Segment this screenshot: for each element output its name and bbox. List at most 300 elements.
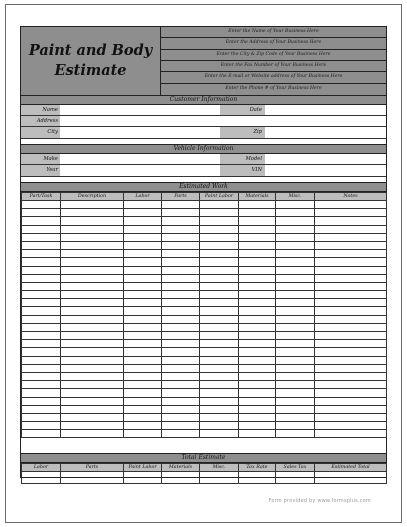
estimate-cell[interactable] [239, 225, 276, 233]
estimate-cell[interactable] [162, 307, 200, 315]
estimate-cell[interactable] [162, 225, 200, 233]
estimate-row [22, 291, 387, 299]
estimate-cell[interactable] [200, 282, 239, 290]
estimate-cell[interactable] [239, 217, 276, 225]
estimate-cell[interactable] [22, 274, 61, 282]
estimate-cell[interactable] [315, 397, 387, 405]
estimate-cell[interactable] [22, 405, 61, 413]
estimate-cell[interactable] [22, 299, 61, 307]
city-label: City [47, 129, 58, 135]
estimate-cell[interactable] [124, 209, 162, 217]
vehicle-info-heading: Vehicle Information [21, 144, 386, 154]
estimate-row [22, 372, 387, 380]
estimate-cell[interactable] [239, 201, 276, 209]
estimate-cell[interactable] [239, 258, 276, 266]
total-paint-labor-cell[interactable] [124, 472, 162, 484]
estimate-cell[interactable] [276, 340, 315, 348]
estimate-row [22, 299, 387, 307]
date-field[interactable] [265, 105, 386, 115]
estimate-cell[interactable] [162, 241, 200, 249]
total-tax-rate-cell[interactable] [239, 472, 276, 484]
estimate-cell[interactable] [124, 299, 162, 307]
estimate-cell[interactable] [239, 364, 276, 372]
estimate-cell[interactable] [124, 282, 162, 290]
estimate-cell[interactable] [276, 274, 315, 282]
estimate-cell[interactable] [200, 291, 239, 299]
estimate-cell[interactable] [22, 225, 61, 233]
estimate-cell[interactable] [124, 397, 162, 405]
estimate-cell[interactable] [61, 381, 124, 389]
address-field[interactable] [60, 116, 386, 126]
estimate-row [22, 356, 387, 364]
vehicle-year-row [21, 165, 386, 177]
estimate-cell[interactable] [162, 397, 200, 405]
estimate-cell[interactable] [22, 282, 61, 290]
estimate-cell[interactable] [239, 372, 276, 380]
estimate-cell[interactable] [200, 389, 239, 397]
estimate-cell[interactable] [276, 201, 315, 209]
total-parts-cell[interactable] [61, 472, 124, 484]
total-sales-tax-cell[interactable] [276, 472, 315, 484]
estimate-cell[interactable] [124, 356, 162, 364]
total-misc-cell[interactable] [200, 472, 239, 484]
estimate-cell[interactable] [162, 282, 200, 290]
estimate-cell[interactable] [124, 332, 162, 340]
estimate-cell[interactable] [162, 381, 200, 389]
estimate-cell[interactable] [276, 332, 315, 340]
year-field[interactable] [60, 165, 220, 176]
estimate-cell[interactable] [22, 201, 61, 209]
estimate-cell[interactable] [61, 282, 124, 290]
estimate-cell[interactable] [124, 217, 162, 225]
estimate-cell[interactable] [200, 364, 239, 372]
estimate-cell[interactable] [162, 299, 200, 307]
total-materials-cell[interactable] [162, 472, 200, 484]
estimate-cell[interactable] [276, 307, 315, 315]
estimate-cell[interactable] [276, 389, 315, 397]
estimate-cell[interactable] [200, 405, 239, 413]
estimate-cell[interactable] [315, 422, 387, 430]
estimate-cell[interactable] [124, 430, 162, 438]
estimate-cell[interactable] [61, 307, 124, 315]
estimate-cell[interactable] [124, 340, 162, 348]
estimate-row [22, 217, 387, 225]
estimate-cell[interactable] [61, 217, 124, 225]
estimate-cell[interactable] [22, 307, 61, 315]
estimate-cell[interactable] [22, 241, 61, 249]
estimate-cell[interactable] [61, 225, 124, 233]
estimate-cell[interactable] [61, 372, 124, 380]
col-materials: Materials [239, 193, 276, 201]
estimate-cell[interactable] [61, 364, 124, 372]
estimate-cell[interactable] [315, 332, 387, 340]
estimate-cell[interactable] [276, 209, 315, 217]
estimate-cell[interactable] [22, 348, 61, 356]
estimate-cell[interactable] [200, 209, 239, 217]
estimate-cell[interactable] [315, 250, 387, 258]
estimate-cell[interactable] [239, 299, 276, 307]
estimate-cell[interactable] [315, 282, 387, 290]
estimate-cell[interactable] [315, 364, 387, 372]
estimate-cell[interactable] [124, 266, 162, 274]
estimate-cell[interactable] [61, 299, 124, 307]
estimate-cell[interactable] [239, 389, 276, 397]
estimate-cell[interactable] [22, 364, 61, 372]
estimate-cell[interactable] [61, 201, 124, 209]
estimate-cell[interactable] [200, 225, 239, 233]
estimate-cell[interactable] [61, 291, 124, 299]
estimate-cell[interactable] [239, 291, 276, 299]
col-labor: Labor [124, 193, 162, 201]
estimate-row [22, 413, 387, 421]
date-label: Date [249, 107, 262, 113]
estimate-cell[interactable] [200, 332, 239, 340]
estimate-cell[interactable] [162, 356, 200, 364]
estimate-cell[interactable] [162, 389, 200, 397]
estimate-cell[interactable] [124, 315, 162, 323]
estimate-cell[interactable] [124, 348, 162, 356]
estimate-row [22, 430, 387, 438]
estimate-cell[interactable] [200, 430, 239, 438]
year-label: Year [46, 167, 58, 173]
estimate-cell[interactable] [61, 356, 124, 364]
estimate-cell[interactable] [315, 217, 387, 225]
estimate-cell[interactable] [22, 291, 61, 299]
estimate-cell[interactable] [124, 258, 162, 266]
estimate-form [20, 26, 387, 478]
name-label: Name [42, 107, 58, 113]
estimate-cell[interactable] [315, 266, 387, 274]
estimate-cell[interactable] [162, 364, 200, 372]
estimate-cell[interactable] [200, 241, 239, 249]
estimate-cell[interactable] [200, 201, 239, 209]
estimate-cell[interactable] [124, 291, 162, 299]
estimate-cell[interactable] [315, 299, 387, 307]
estimate-cell[interactable] [239, 381, 276, 389]
estimate-cell[interactable] [239, 241, 276, 249]
estimate-cell[interactable] [315, 274, 387, 282]
total-labor-cell[interactable] [22, 472, 61, 484]
estimate-cell[interactable] [315, 405, 387, 413]
estimate-cell[interactable] [22, 233, 61, 241]
estimate-cell[interactable] [124, 307, 162, 315]
estimate-cell[interactable] [22, 209, 61, 217]
estimate-cell[interactable] [276, 323, 315, 331]
estimate-cell[interactable] [22, 372, 61, 380]
estimate-cell[interactable] [200, 372, 239, 380]
estimate-cell[interactable] [61, 241, 124, 249]
col-misc: Misc. [276, 193, 315, 201]
estimate-cell[interactable] [276, 364, 315, 372]
business-phone-field[interactable]: Enter the Phone # of Your Business Here [225, 85, 322, 91]
footer-credit[interactable]: Form provided by www.formsplus.com [268, 498, 371, 504]
estimate-cell[interactable] [124, 250, 162, 258]
make-field[interactable] [60, 154, 220, 164]
estimate-cell[interactable] [200, 356, 239, 364]
estimate-cell[interactable] [239, 307, 276, 315]
estimate-cell[interactable] [276, 299, 315, 307]
estimate-cell[interactable] [200, 233, 239, 241]
business-address-field[interactable]: Enter the Address of Your Business Here [161, 38, 386, 49]
estimate-cell[interactable] [124, 201, 162, 209]
estimate-cell[interactable] [200, 422, 239, 430]
estimate-cell[interactable] [276, 258, 315, 266]
estimate-cell[interactable] [22, 413, 61, 421]
estimate-cell[interactable] [315, 323, 387, 331]
total-estimate-heading: Total Estimate [21, 453, 386, 463]
estimate-cell[interactable] [162, 209, 200, 217]
estimate-cell[interactable] [162, 372, 200, 380]
business-email-field[interactable]: Enter the E-mail or Website address of Your Business Here [161, 72, 386, 83]
estimate-cell[interactable] [61, 389, 124, 397]
estimate-cell[interactable] [200, 397, 239, 405]
estimate-cell[interactable] [239, 397, 276, 405]
estimate-cell[interactable] [61, 332, 124, 340]
estimate-cell[interactable] [315, 381, 387, 389]
estimate-cell[interactable] [315, 258, 387, 266]
estimate-cell[interactable] [162, 250, 200, 258]
estimate-cell[interactable] [22, 217, 61, 225]
estimate-cell[interactable] [276, 315, 315, 323]
estimate-cell[interactable] [124, 389, 162, 397]
total-estimate-table [21, 463, 387, 484]
estimate-cell[interactable] [200, 381, 239, 389]
estimate-cell[interactable] [239, 332, 276, 340]
estimate-cell[interactable] [276, 291, 315, 299]
business-city-zip-field[interactable]: Enter the City & Zip Code of Your Business Here [161, 50, 386, 61]
estimate-cell[interactable] [22, 381, 61, 389]
estimate-cell[interactable] [200, 348, 239, 356]
estimate-cell[interactable] [276, 413, 315, 421]
estimate-cell[interactable] [162, 201, 200, 209]
estimate-cell[interactable] [200, 340, 239, 348]
estimate-cell[interactable] [239, 348, 276, 356]
form-header [21, 27, 386, 95]
estimate-cell[interactable] [22, 323, 61, 331]
estimate-cell[interactable] [239, 315, 276, 323]
estimate-cell[interactable] [239, 233, 276, 241]
estimate-cell[interactable] [315, 372, 387, 380]
estimate-cell[interactable] [200, 217, 239, 225]
estimate-cell[interactable] [315, 315, 387, 323]
estimate-cell[interactable] [162, 217, 200, 225]
estimate-cell[interactable] [124, 323, 162, 331]
estimate-cell[interactable] [239, 250, 276, 258]
estimate-cell[interactable] [124, 372, 162, 380]
business-info-lines [161, 27, 386, 95]
estimate-cell[interactable] [200, 323, 239, 331]
estimate-cell[interactable] [162, 430, 200, 438]
estimate-cell[interactable] [276, 225, 315, 233]
estimate-cell[interactable] [239, 430, 276, 438]
model-field[interactable] [265, 154, 386, 164]
estimate-cell[interactable] [22, 258, 61, 266]
estimate-cell[interactable] [276, 372, 315, 380]
estimate-cell[interactable] [276, 430, 315, 438]
estimate-cell[interactable] [239, 274, 276, 282]
estimate-cell[interactable] [315, 209, 387, 217]
estimate-cell[interactable] [61, 250, 124, 258]
estimate-cell[interactable] [61, 233, 124, 241]
vin-field[interactable] [265, 165, 386, 176]
estimate-cell[interactable] [315, 389, 387, 397]
estimate-cell[interactable] [276, 217, 315, 225]
estimate-cell[interactable] [276, 397, 315, 405]
estimate-cell[interactable] [61, 266, 124, 274]
estimate-cell[interactable] [61, 315, 124, 323]
estimate-cell[interactable] [276, 250, 315, 258]
estimate-cell[interactable] [315, 201, 387, 209]
estimate-cell[interactable] [162, 274, 200, 282]
estimated-work-table [21, 192, 387, 438]
estimate-cell[interactable] [162, 315, 200, 323]
estimate-cell[interactable] [162, 323, 200, 331]
estimate-row [22, 389, 387, 397]
estimate-cell[interactable] [61, 422, 124, 430]
estimate-cell[interactable] [239, 405, 276, 413]
estimate-cell[interactable] [315, 430, 387, 438]
estimate-row [22, 422, 387, 430]
estimate-cell[interactable] [162, 332, 200, 340]
estimate-cell[interactable] [200, 307, 239, 315]
estimate-cell[interactable] [124, 233, 162, 241]
estimate-cell[interactable] [162, 348, 200, 356]
estimate-cell[interactable] [124, 364, 162, 372]
estimate-row [22, 323, 387, 331]
estimate-cell[interactable] [200, 413, 239, 421]
estimate-cell[interactable] [200, 250, 239, 258]
estimate-row [22, 225, 387, 233]
business-name-field[interactable]: Enter the Name of Your Business Here [161, 27, 386, 38]
estimate-cell[interactable] [124, 241, 162, 249]
estimate-cell[interactable] [124, 413, 162, 421]
estimate-row [22, 397, 387, 405]
customer-info-heading: Customer Information [21, 95, 386, 105]
zip-field[interactable] [265, 127, 386, 138]
estimate-cell[interactable] [22, 422, 61, 430]
estimate-cell[interactable] [276, 422, 315, 430]
estimate-cell[interactable] [162, 422, 200, 430]
estimate-row [22, 241, 387, 249]
estimate-cell[interactable] [315, 348, 387, 356]
estimate-cell[interactable] [22, 389, 61, 397]
estimate-cell[interactable] [276, 241, 315, 249]
estimate-cell[interactable] [239, 422, 276, 430]
title-line-1: Paint and Body [28, 42, 153, 59]
estimate-cell[interactable] [162, 413, 200, 421]
estimate-cell[interactable] [61, 323, 124, 331]
total-col-parts: Parts [61, 464, 124, 472]
vin-label: VIN [251, 167, 262, 173]
estimate-cell[interactable] [61, 413, 124, 421]
estimate-row [22, 332, 387, 340]
estimate-cell[interactable] [124, 422, 162, 430]
zip-label: Zip [253, 129, 262, 135]
estimate-cell[interactable] [239, 282, 276, 290]
estimate-cell[interactable] [162, 233, 200, 241]
customer-name-row [21, 105, 386, 116]
estimate-cell[interactable] [22, 397, 61, 405]
estimate-cell[interactable] [315, 413, 387, 421]
estimate-cell[interactable] [162, 291, 200, 299]
model-label: Model [245, 156, 262, 162]
estimate-cell[interactable] [61, 258, 124, 266]
estimate-cell[interactable] [61, 405, 124, 413]
estimate-cell[interactable] [276, 405, 315, 413]
estimate-cell[interactable] [22, 266, 61, 274]
estimate-cell[interactable] [239, 340, 276, 348]
estimate-cell[interactable] [22, 430, 61, 438]
estimate-cell[interactable] [61, 430, 124, 438]
estimate-cell[interactable] [22, 356, 61, 364]
estimate-cell[interactable] [315, 356, 387, 364]
estimate-cell[interactable] [276, 282, 315, 290]
total-estimated-total-cell[interactable] [315, 472, 387, 484]
estimate-cell[interactable] [124, 274, 162, 282]
estimate-cell[interactable] [239, 209, 276, 217]
estimate-cell[interactable] [200, 258, 239, 266]
estimate-cell[interactable] [22, 332, 61, 340]
city-field[interactable] [60, 127, 220, 138]
estimate-cell[interactable] [315, 307, 387, 315]
estimate-cell[interactable] [276, 348, 315, 356]
estimate-cell[interactable] [239, 266, 276, 274]
estimate-cell[interactable] [200, 299, 239, 307]
estimate-cell[interactable] [239, 323, 276, 331]
estimate-cell[interactable] [61, 348, 124, 356]
name-field[interactable] [60, 105, 220, 115]
estimate-cell[interactable] [276, 266, 315, 274]
estimate-cell[interactable] [61, 340, 124, 348]
estimate-cell[interactable] [315, 340, 387, 348]
estimate-cell[interactable] [124, 405, 162, 413]
estimate-cell[interactable] [315, 241, 387, 249]
estimate-cell[interactable] [124, 381, 162, 389]
estimate-cell[interactable] [200, 266, 239, 274]
estimate-cell[interactable] [162, 405, 200, 413]
estimate-cell[interactable] [239, 356, 276, 364]
total-col-materials: Materials [162, 464, 200, 472]
business-fax-field[interactable]: Enter the Fax Number of Your Business Here [161, 61, 386, 72]
estimate-cell[interactable] [239, 413, 276, 421]
estimate-row [22, 201, 387, 209]
estimate-cell[interactable] [315, 225, 387, 233]
estimate-cell[interactable] [276, 233, 315, 241]
form-title [21, 27, 161, 95]
estimate-cell[interactable] [22, 250, 61, 258]
estimate-cell[interactable] [315, 233, 387, 241]
estimate-cell[interactable] [61, 209, 124, 217]
estimate-cell[interactable] [276, 381, 315, 389]
estimate-cell[interactable] [315, 291, 387, 299]
estimate-cell[interactable] [22, 315, 61, 323]
estimate-cell[interactable] [162, 266, 200, 274]
estimate-cell[interactable] [276, 356, 315, 364]
estimate-row [22, 250, 387, 258]
estimate-cell[interactable] [61, 274, 124, 282]
estimate-cell[interactable] [22, 340, 61, 348]
address-label: Address [36, 118, 58, 124]
estimate-row [22, 307, 387, 315]
estimate-cell[interactable] [200, 274, 239, 282]
total-col-misc: Misc. [200, 464, 239, 472]
estimate-cell[interactable] [200, 315, 239, 323]
estimate-cell[interactable] [124, 225, 162, 233]
estimate-row [22, 258, 387, 266]
estimate-cell[interactable] [162, 258, 200, 266]
estimate-cell[interactable] [61, 397, 124, 405]
estimate-cell[interactable] [162, 340, 200, 348]
